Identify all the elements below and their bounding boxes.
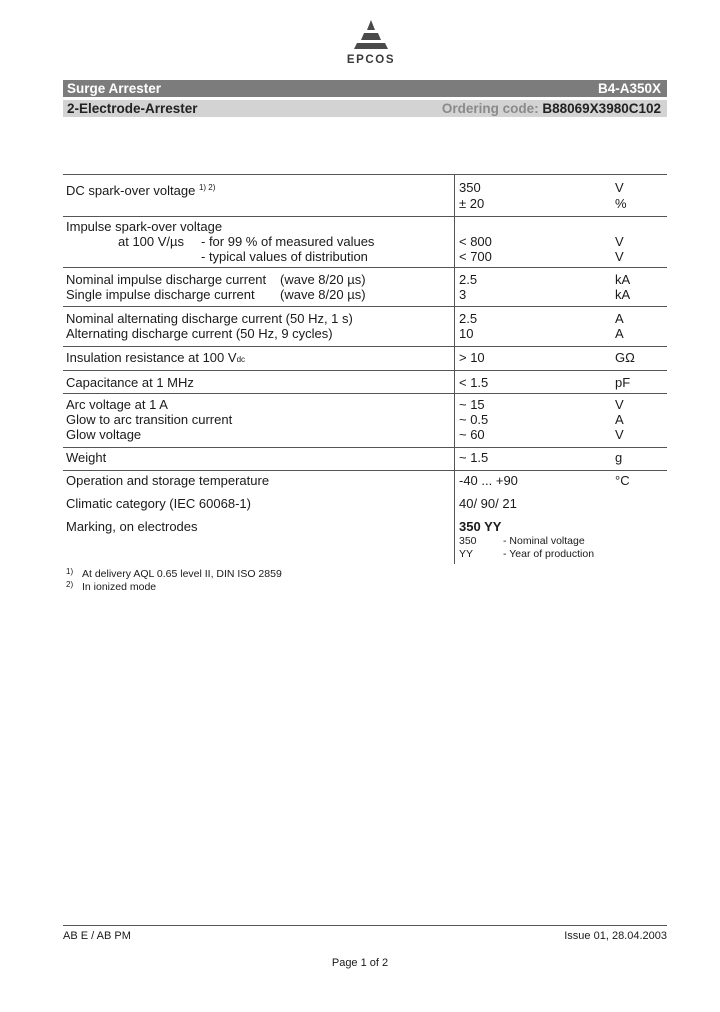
subtitle-bar — [63, 100, 667, 117]
footer-issue: Issue 01, 28.04.2003 — [564, 930, 667, 942]
footnote-2-mark: 2) — [66, 580, 74, 589]
dc-sparkover-tolerance: ± 20 — [459, 196, 485, 211]
impulse-unit-2: V — [615, 249, 624, 264]
arc-voltage-unit: V — [615, 397, 624, 412]
impulse-unit-1: V — [615, 234, 624, 249]
footnote-1-text: At delivery AQL 0.65 level II, DIN ISO 2859 — [82, 568, 282, 580]
dc-sparkover-unit: V — [615, 180, 624, 195]
temperature-label: Operation and storage temperature — [66, 473, 270, 488]
row-divider — [63, 267, 667, 268]
row-divider — [63, 393, 667, 394]
temperature-value: -40 ... +90 — [459, 473, 518, 488]
nominal-ac-current-value: 2.5 — [459, 311, 478, 326]
marking-key-2: YY — [459, 548, 474, 560]
footer-department: AB E / AB PM — [63, 930, 131, 942]
footnote-2-text: In ionized mode — [82, 581, 157, 593]
page-number: Page 1 of 2 — [331, 957, 389, 969]
impulse-condition-1: - for 99 % of measured values — [201, 234, 375, 249]
marking-key-1: 350 — [459, 535, 477, 547]
alt-ac-current-label: Alternating discharge current (50 Hz, 9 cycles) — [66, 326, 333, 341]
marking-desc-2: - Year of production — [503, 548, 595, 560]
nominal-ac-current-unit: A — [615, 311, 624, 326]
impulse-rate: at 100 V/µs — [118, 234, 185, 249]
ordering-code-value: B88069X3980C102 — [542, 101, 661, 116]
alt-ac-current-value: 10 — [459, 326, 474, 341]
marking-label: Marking, on electrodes — [66, 519, 198, 534]
weight-label: Weight — [66, 450, 107, 465]
dc-sparkover-label: DC spark-over voltage $^{1) 2)}$ — [66, 183, 216, 198]
logo-brand-text: EPCOS — [346, 54, 396, 66]
climatic-label: Climatic category (IEC 60068-1) — [66, 496, 251, 511]
marking-value: 350 YY — [459, 519, 502, 534]
capacitance-unit: pF — [615, 375, 631, 390]
glow-voltage-unit: V — [615, 427, 624, 442]
glow-transition-value: ~ 0.5 — [459, 412, 489, 427]
impulse-value-2: < 700 — [459, 249, 492, 264]
spec-table — [63, 174, 667, 564]
climatic-value: 40/ 90/ 21 — [459, 496, 517, 511]
column-divider — [454, 174, 455, 564]
single-impulse-current-value: 3 — [459, 287, 467, 302]
product-type: Surge Arrester — [67, 81, 162, 96]
row-divider — [63, 216, 667, 217]
single-impulse-current-unit: kA — [615, 287, 631, 302]
ordering-code-label: Ordering code: — [441, 101, 539, 116]
row-divider — [63, 306, 667, 307]
single-impulse-current-label: Single impulse discharge current — [66, 287, 255, 302]
dc-sparkover-tolerance-unit: % — [615, 196, 627, 211]
nominal-impulse-current-value: 2.5 — [459, 272, 478, 287]
title-bar — [63, 80, 667, 97]
glow-voltage-value: ~ 60 — [459, 427, 485, 442]
ordering-code — [442, 100, 661, 117]
marking-desc-1: - Nominal voltage — [503, 535, 585, 547]
glow-transition-label: Glow to arc transition current — [66, 412, 233, 427]
nominal-ac-current-label: Nominal alternating discharge current (50 Hz, 1 s) — [66, 311, 353, 326]
part-number: B4-A350X — [597, 81, 661, 96]
impulse-condition-2: - typical values of distribution — [201, 249, 368, 264]
temperature-unit: °C — [615, 473, 630, 488]
row-divider — [63, 447, 667, 448]
impulse-value-1: < 800 — [459, 234, 492, 249]
weight-unit: g — [615, 450, 623, 465]
nominal-impulse-current-label: Nominal impulse discharge current — [66, 272, 267, 287]
nominal-impulse-current-unit: kA — [615, 272, 631, 287]
nominal-impulse-current-wave: (wave 8/20 µs) — [280, 272, 366, 287]
arc-voltage-label: Arc voltage at 1 A — [66, 397, 168, 412]
footer-divider — [63, 925, 667, 926]
glow-transition-unit: A — [615, 412, 624, 427]
epcos-logo-icon — [344, 18, 398, 52]
row-divider — [63, 346, 667, 347]
insulation-value: > 10 — [459, 350, 485, 365]
footnote-1-mark: 1) — [66, 567, 74, 576]
capacitance-label: Capacitance at 1 MHz — [66, 375, 194, 390]
subtitle: 2-Electrode-Arrester — [67, 101, 198, 116]
row-divider — [63, 470, 667, 471]
arc-voltage-value: ~ 15 — [459, 397, 485, 412]
capacitance-value: < 1.5 — [459, 375, 489, 390]
epcos-logo — [336, 18, 406, 68]
impulse-sparkover-label: Impulse spark-over voltage — [66, 219, 223, 234]
alt-ac-current-unit: A — [615, 326, 624, 341]
glow-voltage-label: Glow voltage — [66, 427, 142, 442]
insulation-unit: GΩ — [615, 350, 635, 365]
dc-sparkover-value: 350 — [459, 180, 481, 195]
single-impulse-current-wave: (wave 8/20 µs) — [280, 287, 366, 302]
row-divider — [63, 370, 667, 371]
weight-value: ~ 1.5 — [459, 450, 489, 465]
insulation-label: Insulation resistance at 100 Vdc — [66, 350, 246, 365]
row-divider — [63, 174, 667, 175]
